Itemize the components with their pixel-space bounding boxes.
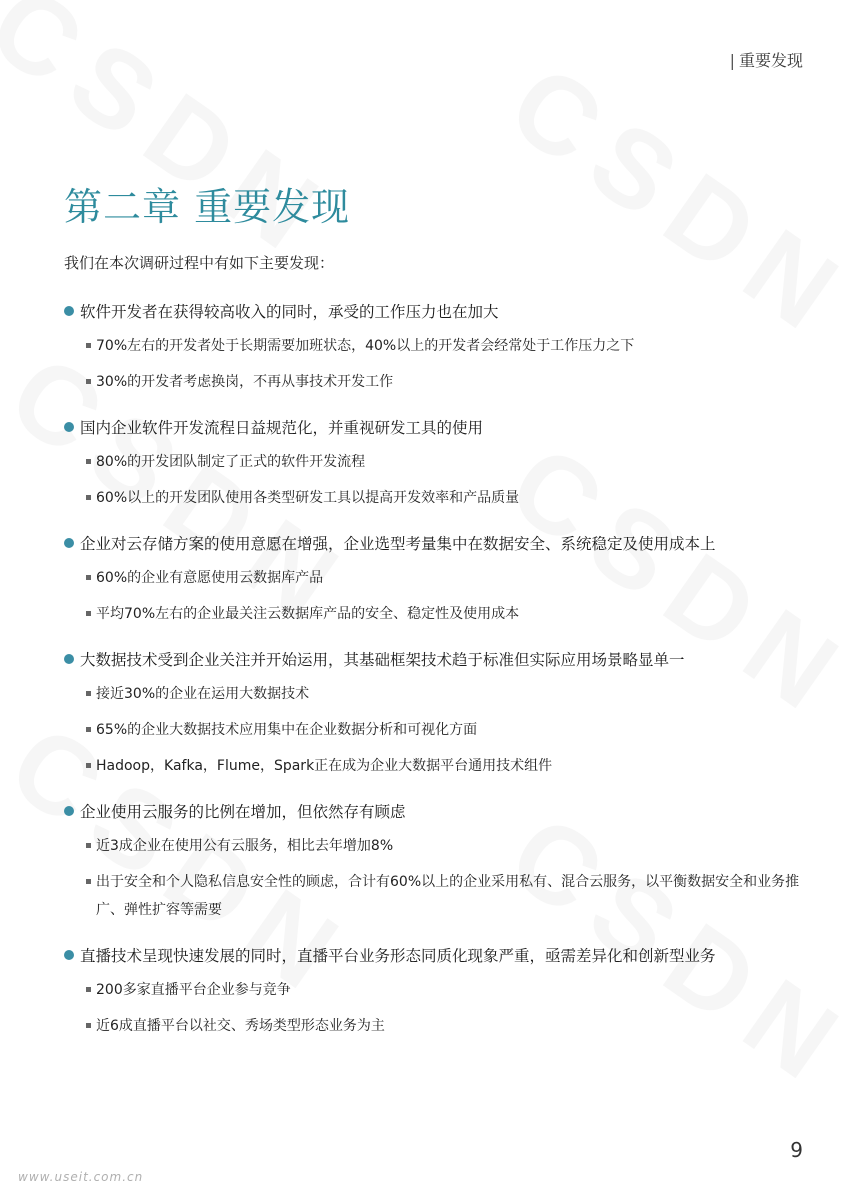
sub-item: 近6成直播平台以社交、秀场类型形态业务为主 <box>64 1012 804 1040</box>
sub-list <box>64 448 804 512</box>
finding-title: 大数据技术受到企业关注并开始运用，其基础框架技术趋于标准但实际应用场景略显单一 <box>80 651 685 669</box>
site-watermark: www.useit.com.cn <box>18 1170 144 1184</box>
bullet-dot-icon <box>64 538 74 548</box>
sub-list <box>64 564 804 628</box>
finding-title: 企业使用云服务的比例在增加，但依然存有顾虑 <box>80 803 406 821</box>
finding-item <box>64 942 804 1040</box>
bullet-square-icon <box>86 459 91 464</box>
bullet-square-icon <box>86 343 91 348</box>
bullet-dot-icon <box>64 806 74 816</box>
finding-item <box>64 298 804 396</box>
sub-item: 出于安全和个人隐私信息安全性的顾虑，合计有60%以上的企业采用私有、混合云服务，以平衡数据安全和业务推广、弹性扩容等需要 <box>64 868 804 924</box>
finding-title: 直播技术呈现快速发展的同时，直播平台业务形态同质化现象严重，亟需差异化和创新型业务 <box>80 947 716 965</box>
bullet-square-icon <box>86 691 91 696</box>
finding-item <box>64 646 804 780</box>
sub-list <box>64 832 804 924</box>
bullet-square-icon <box>86 879 91 884</box>
sub-list <box>64 976 804 1040</box>
chapter-title: 第二章 重要发现 <box>64 185 351 229</box>
page-number: 9 <box>790 1138 803 1162</box>
bullet-square-icon <box>86 843 91 848</box>
sub-item: 80%的开发团队制定了正式的软件开发流程 <box>64 448 804 476</box>
bullet-square-icon <box>86 987 91 992</box>
sub-item: 平均70%左右的企业最关注云数据库产品的安全、稳定性及使用成本 <box>64 600 804 628</box>
finding-item <box>64 414 804 512</box>
running-header: | 重要发现 <box>729 51 803 70</box>
bullet-square-icon <box>86 727 91 732</box>
bullet-dot-icon <box>64 422 74 432</box>
sub-list <box>64 332 804 396</box>
bullet-square-icon <box>86 1023 91 1028</box>
finding-title: 软件开发者在获得较高收入的同时，承受的工作压力也在加大 <box>80 303 499 321</box>
finding-item <box>64 530 804 628</box>
bullet-square-icon <box>86 763 91 768</box>
sub-item: 30%的开发者考虑换岗，不再从事技术开发工作 <box>64 368 804 396</box>
section-title: 重要发现 <box>738 51 803 70</box>
sub-item: Hadoop，Kafka，Flume，Spark正在成为企业大数据平台通用技术组件 <box>64 752 804 780</box>
sub-item: 200多家直播平台企业参与竞争 <box>64 976 804 1004</box>
sub-item: 70%左右的开发者处于长期需要加班状态，40%以上的开发者会经常处于工作压力之下 <box>64 332 804 360</box>
bullet-square-icon <box>86 495 91 500</box>
bullet-square-icon <box>86 611 91 616</box>
sub-item: 65%的企业大数据技术应用集中在企业数据分析和可视化方面 <box>64 716 804 744</box>
sub-list <box>64 680 804 780</box>
intro-text: 我们在本次调研过程中有如下主要发现： <box>64 254 335 272</box>
sub-item: 近3成企业在使用公有云服务，相比去年增加8% <box>64 832 804 860</box>
finding-title: 企业对云存储方案的使用意愿在增强，企业选型考量集中在数据安全、系统稳定及使用成本上 <box>80 535 716 553</box>
bullet-square-icon <box>86 379 91 384</box>
finding-item <box>64 798 804 924</box>
finding-title: 国内企业软件开发流程日益规范化，并重视研发工具的使用 <box>80 419 484 437</box>
findings-list <box>64 298 804 1058</box>
bullet-dot-icon <box>64 950 74 960</box>
watermark-text <box>0 0 354 284</box>
sub-item: 接近30%的企业在运用大数据技术 <box>64 680 804 708</box>
bullet-dot-icon <box>64 654 74 664</box>
bullet-dot-icon <box>64 306 74 316</box>
sub-item: 60%以上的开发团队使用各类型研发工具以提高开发效率和产品质量 <box>64 484 804 512</box>
bullet-square-icon <box>86 575 91 580</box>
sub-item: 60%的企业有意愿使用云数据库产品 <box>64 564 804 592</box>
